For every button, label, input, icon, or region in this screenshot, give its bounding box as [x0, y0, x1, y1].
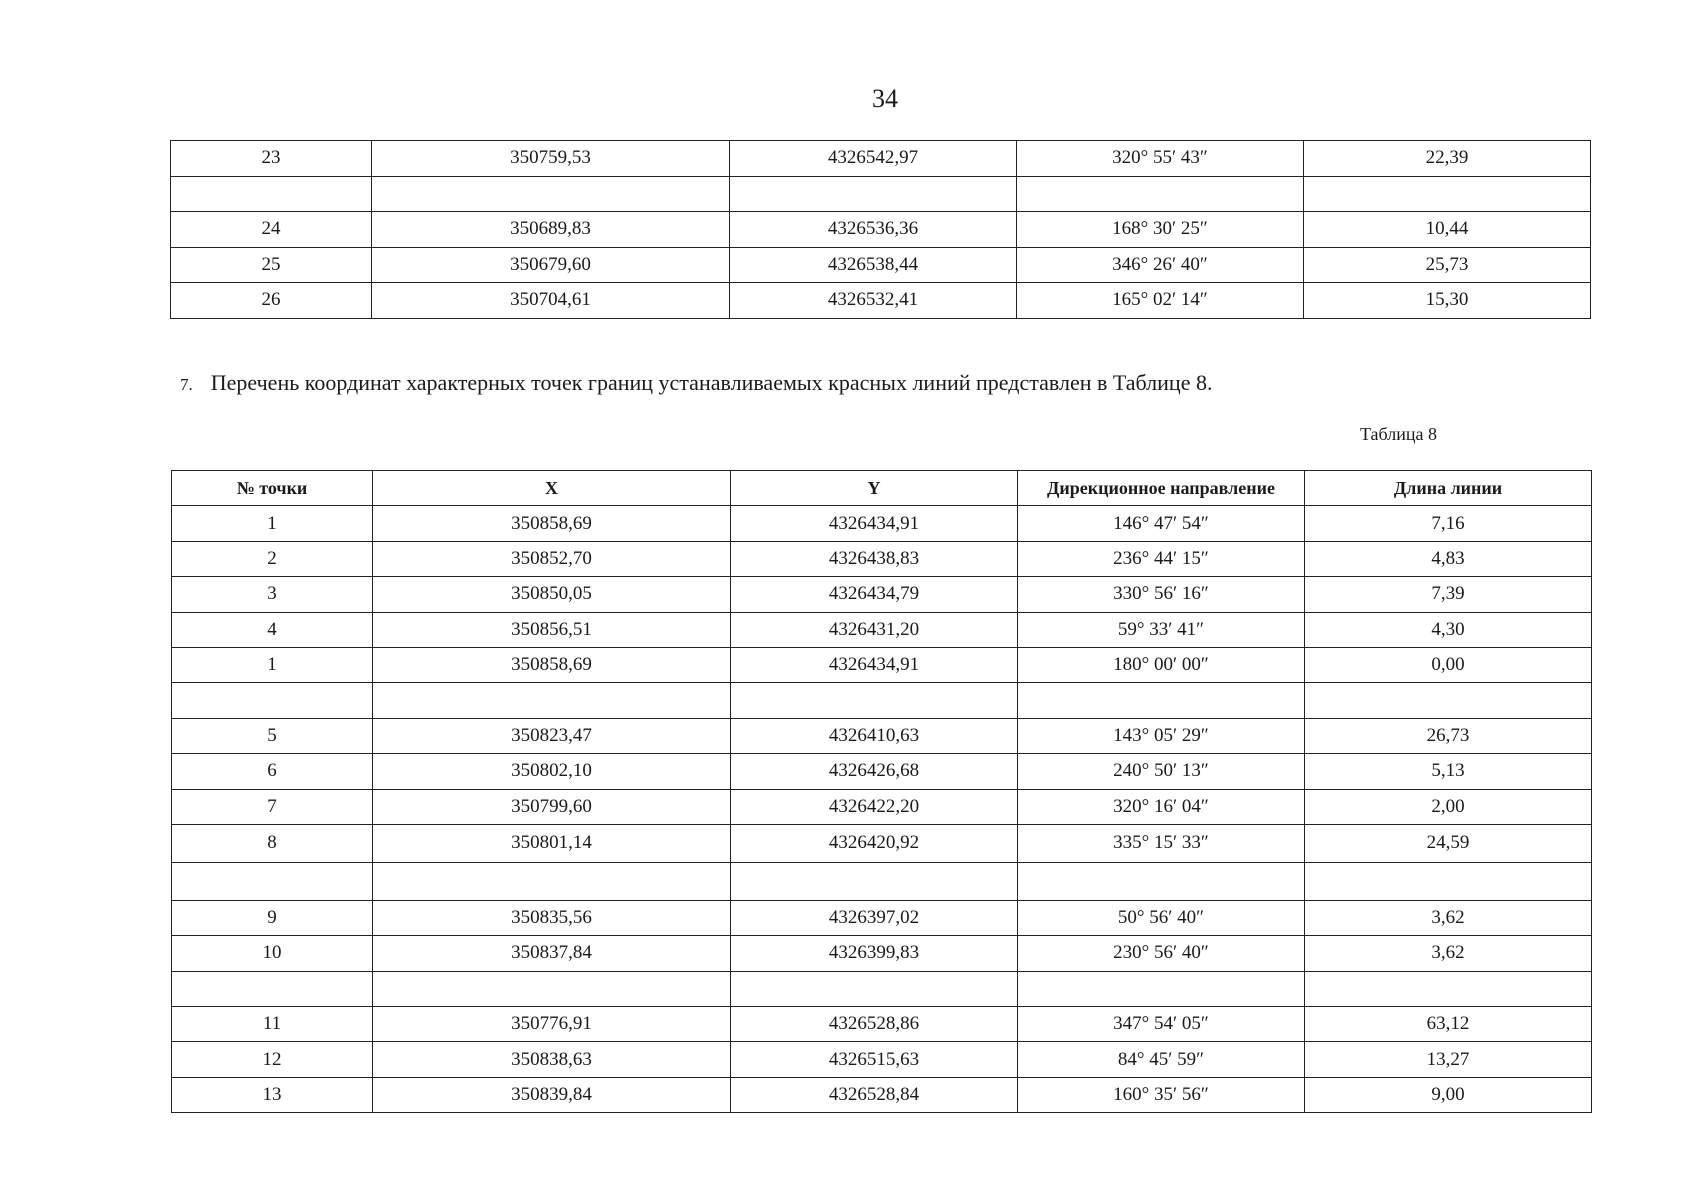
table-row: [172, 612, 1592, 647]
cell-direction: 346° 26′ 40″: [1017, 247, 1304, 283]
cell-direction: 59° 33′ 41″: [1018, 612, 1305, 647]
cell-y: [731, 862, 1018, 900]
red-lines-coordinates-table: [171, 470, 1592, 1113]
table-row: [172, 824, 1592, 862]
table-row: [172, 936, 1592, 971]
cell-y: 4326528,84: [731, 1077, 1018, 1112]
page-number: 34: [872, 84, 898, 113]
cell-length: 25,73: [1304, 247, 1591, 283]
cell-direction: 335° 15′ 33″: [1018, 824, 1305, 862]
cell-direction: 240° 50′ 13″: [1018, 754, 1305, 789]
cell-point-number: 26: [171, 283, 372, 319]
cell-y: 4326536,36: [730, 212, 1017, 248]
paragraph-number: 7.: [180, 375, 193, 394]
cell-direction: 50° 56′ 40″: [1018, 900, 1305, 935]
cell-length: 26,73: [1305, 718, 1592, 753]
cell-point-number: 7: [172, 789, 373, 824]
paragraph-text: Перечень координат характерных точек границ устанавливаемых красных линий представлен в Таблице 8.: [210, 370, 1213, 395]
cell-y: [731, 683, 1018, 718]
table-row: [172, 862, 1592, 900]
cell-x: [372, 176, 730, 212]
cell-length: 4,83: [1305, 541, 1592, 576]
cell-y: 4326397,02: [731, 900, 1018, 935]
cell-direction: 84° 45′ 59″: [1018, 1042, 1305, 1077]
cell-y: 4326434,79: [731, 577, 1018, 612]
cell-length: 3,62: [1305, 936, 1592, 971]
table-row: [172, 900, 1592, 935]
cell-length: 63,12: [1305, 1007, 1592, 1042]
cell-length: 0,00: [1305, 647, 1592, 682]
table-row: [172, 506, 1592, 541]
cell-x: 350801,14: [373, 824, 731, 862]
cell-point-number: 13: [172, 1077, 373, 1112]
table-row: [172, 754, 1592, 789]
table-row: [172, 647, 1592, 682]
cell-y: 4326538,44: [730, 247, 1017, 283]
cell-length: [1304, 176, 1591, 212]
cell-x: 350799,60: [373, 789, 731, 824]
cell-point-number: 2: [172, 541, 373, 576]
header-direction: Дирекционное направление: [1018, 471, 1305, 506]
cell-x: 350850,05: [373, 577, 731, 612]
cell-x: 350704,61: [372, 283, 730, 319]
table-caption: Таблица 8: [1360, 424, 1437, 444]
cell-length: 10,44: [1304, 212, 1591, 248]
cell-direction: [1017, 176, 1304, 212]
cell-y: 4326542,97: [730, 141, 1017, 177]
cell-x: 350776,91: [373, 1007, 731, 1042]
table-row: [172, 541, 1592, 576]
header-line-length: Длина линии: [1305, 471, 1592, 506]
cell-y: 4326528,86: [731, 1007, 1018, 1042]
cell-point-number: 1: [172, 647, 373, 682]
cell-x: 350802,10: [373, 754, 731, 789]
cell-y: 4326431,20: [731, 612, 1018, 647]
cell-y: [731, 971, 1018, 1006]
cell-x: [373, 683, 731, 718]
cell-y: 4326438,83: [731, 541, 1018, 576]
cell-length: [1305, 683, 1592, 718]
cell-length: 13,27: [1305, 1042, 1592, 1077]
cell-point-number: 11: [172, 1007, 373, 1042]
cell-direction: 143° 05′ 29″: [1018, 718, 1305, 753]
cell-point-number: [172, 862, 373, 900]
cell-point-number: 3: [172, 577, 373, 612]
cell-point-number: 6: [172, 754, 373, 789]
cell-x: 350689,83: [372, 212, 730, 248]
cell-direction: 230° 56′ 40″: [1018, 936, 1305, 971]
cell-y: 4326434,91: [731, 506, 1018, 541]
table-row: [172, 971, 1592, 1006]
cell-x: 350838,63: [373, 1042, 731, 1077]
cell-direction: 146° 47′ 54″: [1018, 506, 1305, 541]
cell-x: 350852,70: [373, 541, 731, 576]
cell-x: 350679,60: [372, 247, 730, 283]
cell-x: 350823,47: [373, 718, 731, 753]
coordinates-table-continued: [170, 140, 1591, 319]
table-row: [171, 141, 1591, 177]
cell-x: 350858,69: [373, 506, 731, 541]
table-header-row: [172, 471, 1592, 506]
cell-point-number: 23: [171, 141, 372, 177]
table-row: [171, 247, 1591, 283]
cell-point-number: [172, 683, 373, 718]
cell-x: [373, 862, 731, 900]
cell-length: 9,00: [1305, 1077, 1592, 1112]
cell-point-number: 5: [172, 718, 373, 753]
cell-point-number: [172, 971, 373, 1006]
cell-direction: 347° 54′ 05″: [1018, 1007, 1305, 1042]
cell-length: 22,39: [1304, 141, 1591, 177]
cell-length: 7,39: [1305, 577, 1592, 612]
cell-x: 350837,84: [373, 936, 731, 971]
table-row: [172, 718, 1592, 753]
header-point-number: № точки: [172, 471, 373, 506]
cell-x: 350858,69: [373, 647, 731, 682]
cell-direction: 168° 30′ 25″: [1017, 212, 1304, 248]
cell-point-number: [171, 176, 372, 212]
cell-direction: 180° 00′ 00″: [1018, 647, 1305, 682]
cell-point-number: 25: [171, 247, 372, 283]
cell-x: 350835,56: [373, 900, 731, 935]
cell-y: 4326434,91: [731, 647, 1018, 682]
cell-length: [1305, 971, 1592, 1006]
cell-x: 350856,51: [373, 612, 731, 647]
cell-length: 24,59: [1305, 824, 1592, 862]
cell-length: 4,30: [1305, 612, 1592, 647]
cell-length: 2,00: [1305, 789, 1592, 824]
cell-point-number: 1: [172, 506, 373, 541]
cell-direction: 320° 16′ 04″: [1018, 789, 1305, 824]
table-row: [172, 789, 1592, 824]
table-row: [172, 683, 1592, 718]
cell-y: [730, 176, 1017, 212]
cell-y: 4326410,63: [731, 718, 1018, 753]
cell-direction: [1018, 683, 1305, 718]
paragraph-7: [180, 370, 1212, 396]
cell-direction: 165° 02′ 14″: [1017, 283, 1304, 319]
table-row: [171, 212, 1591, 248]
cell-y: 4326399,83: [731, 936, 1018, 971]
cell-y: 4326532,41: [730, 283, 1017, 319]
cell-y: 4326515,63: [731, 1042, 1018, 1077]
cell-direction: 160° 35′ 56″: [1018, 1077, 1305, 1112]
cell-point-number: 10: [172, 936, 373, 971]
cell-point-number: 12: [172, 1042, 373, 1077]
table-row: [171, 283, 1591, 319]
cell-length: 5,13: [1305, 754, 1592, 789]
cell-direction: 236° 44′ 15″: [1018, 541, 1305, 576]
cell-y: 4326426,68: [731, 754, 1018, 789]
cell-direction: [1018, 862, 1305, 900]
cell-x: [373, 971, 731, 1006]
table-row: [172, 1042, 1592, 1077]
cell-x: 350839,84: [373, 1077, 731, 1112]
header-x: X: [373, 471, 731, 506]
cell-length: 3,62: [1305, 900, 1592, 935]
table-row: [172, 1077, 1592, 1112]
cell-point-number: 4: [172, 612, 373, 647]
cell-x: 350759,53: [372, 141, 730, 177]
cell-length: 7,16: [1305, 506, 1592, 541]
cell-direction: 330° 56′ 16″: [1018, 577, 1305, 612]
header-y: Y: [731, 471, 1018, 506]
cell-direction: [1018, 971, 1305, 1006]
cell-y: 4326420,92: [731, 824, 1018, 862]
cell-length: [1305, 862, 1592, 900]
table-row: [172, 1007, 1592, 1042]
cell-length: 15,30: [1304, 283, 1591, 319]
cell-point-number: 8: [172, 824, 373, 862]
cell-y: 4326422,20: [731, 789, 1018, 824]
table-row: [171, 176, 1591, 212]
cell-point-number: 24: [171, 212, 372, 248]
cell-point-number: 9: [172, 900, 373, 935]
cell-direction: 320° 55′ 43″: [1017, 141, 1304, 177]
table-row: [172, 577, 1592, 612]
